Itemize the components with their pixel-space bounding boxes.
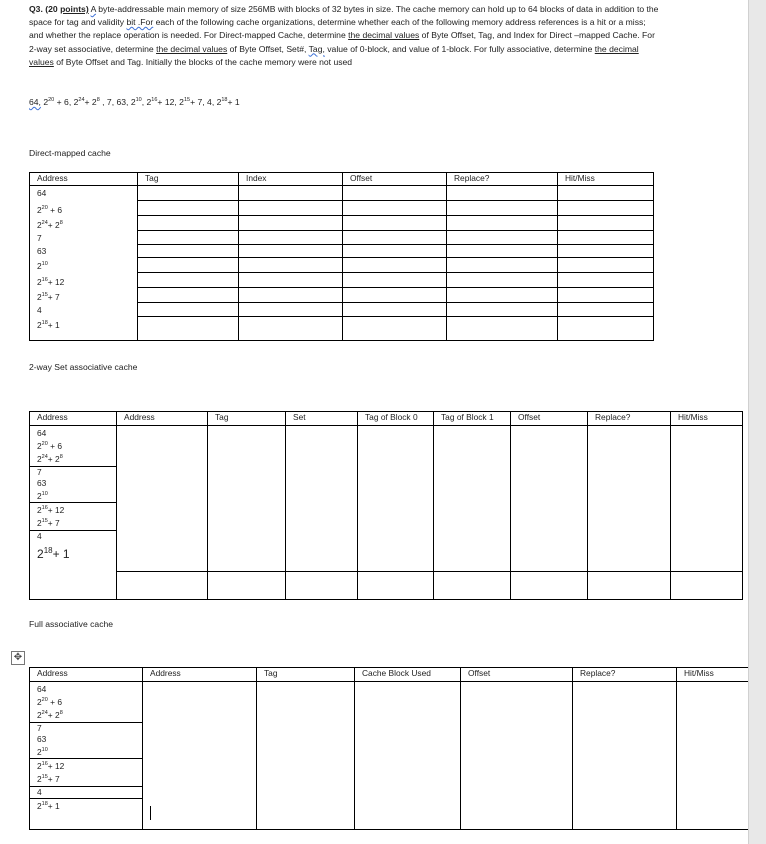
table-cell[interactable] <box>138 316 239 340</box>
table-cell[interactable] <box>343 303 447 316</box>
question-tag: Tag, <box>308 43 325 54</box>
seq-exp: 16 <box>151 97 158 103</box>
table-row <box>30 316 654 340</box>
addr-base: 2 <box>37 761 42 772</box>
seq-exp: 20 <box>48 97 55 103</box>
addr-tail: + 12 <box>47 505 65 516</box>
table-cell[interactable] <box>138 186 239 201</box>
table-header-row <box>30 412 743 426</box>
table-row <box>30 244 654 257</box>
address-item <box>37 772 142 785</box>
col-header: Cache Block Used <box>355 668 461 682</box>
addr-exp: 8 <box>59 710 63 717</box>
table-row <box>30 216 654 231</box>
address-cell: 7 <box>30 231 138 244</box>
col-header: Tag <box>257 668 355 682</box>
addr-exp: 18 <box>41 800 48 807</box>
addr-tail: + 6 <box>47 204 62 215</box>
table-row <box>30 426 743 572</box>
table-cell[interactable] <box>511 426 588 572</box>
table-cell[interactable] <box>447 288 558 303</box>
address-item: 63 <box>37 733 47 744</box>
question-text-2: each of the following cache organizations, determine whether each of the following memory address references is a hit or a miss; and whether the replace operation is needed. For Direct-mapped Cache, determine <box>29 17 646 41</box>
seq-part: + 1 <box>227 97 240 107</box>
sequence-first: 64, <box>29 97 41 107</box>
question-bit: bit .For <box>126 17 154 28</box>
addr-base: 2 <box>37 800 42 811</box>
table-cell[interactable] <box>239 257 343 272</box>
question-decimal-values-1: the decimal values <box>348 30 420 41</box>
addr-base: 2 <box>37 261 42 272</box>
addr-tail: + 2 <box>47 710 60 721</box>
table-row <box>30 682 749 830</box>
table-cell[interactable] <box>343 244 447 257</box>
table-cell[interactable] <box>511 572 588 600</box>
table-cell[interactable] <box>343 273 447 288</box>
table-cell[interactable] <box>588 426 671 572</box>
address-cell <box>30 201 138 216</box>
seq-part: 2 <box>40 97 49 107</box>
table-cell[interactable] <box>358 426 434 572</box>
addr-exp: 24 <box>41 219 48 226</box>
addr-exp: 8 <box>59 454 63 461</box>
table-cell[interactable] <box>343 231 447 244</box>
addr-base: 2 <box>37 454 42 465</box>
table-row <box>30 303 654 316</box>
seq-exp: 8 <box>96 97 100 103</box>
addr-exp: 15 <box>41 774 48 781</box>
table-cell[interactable] <box>558 231 654 244</box>
addr-base: 2 <box>37 747 42 758</box>
table-cell[interactable] <box>558 303 654 316</box>
table-row <box>30 186 654 201</box>
table-cell[interactable] <box>447 273 558 288</box>
seq-part: + 6, 2 <box>54 97 79 107</box>
table-move-handle-icon[interactable]: ✥ <box>11 651 25 665</box>
addr-tail: + 1 <box>47 320 60 331</box>
table-row <box>30 201 654 216</box>
col-header: Hit/Miss <box>677 668 749 682</box>
addr-exp: 16 <box>41 505 48 512</box>
addr-tail: + 2 <box>47 219 60 230</box>
seq-exp: 18 <box>221 97 228 103</box>
table-cell[interactable] <box>30 572 117 600</box>
set-associative-table <box>29 411 743 600</box>
addr-base: 2 <box>37 291 42 302</box>
table-cell[interactable] <box>239 231 343 244</box>
seq-exp: 15 <box>183 97 191 103</box>
table-cell[interactable] <box>447 201 558 216</box>
address-item: 7 <box>30 722 142 734</box>
col-header: Address <box>30 668 143 682</box>
vertical-scrollbar[interactable] <box>748 0 766 844</box>
addr-tail: + 7 <box>47 774 60 785</box>
table-cell[interactable] <box>286 572 358 600</box>
addr-tail: + 1 <box>52 546 70 561</box>
table-cell[interactable] <box>671 572 743 600</box>
address-item <box>37 452 116 465</box>
addr-exp: 10 <box>41 747 48 754</box>
table-cell[interactable] <box>138 288 239 303</box>
address-cell: 64 <box>30 186 138 201</box>
address-item: 63 <box>37 477 47 488</box>
table-cell[interactable] <box>239 303 343 316</box>
table-cell[interactable] <box>461 682 573 830</box>
seq-part: + 7, 4, 2 <box>190 97 222 107</box>
col-header: Tag of Block 1 <box>434 412 511 426</box>
addr-base: 2 <box>37 546 44 561</box>
seq-part: + 2 <box>84 97 97 107</box>
table-cell[interactable] <box>117 572 208 600</box>
col-header: Offset <box>461 668 573 682</box>
table-cell[interactable] <box>434 572 511 600</box>
table-cell[interactable] <box>447 257 558 272</box>
table-cell[interactable] <box>343 186 447 201</box>
address-item <box>37 439 116 452</box>
address-item <box>30 798 142 812</box>
table-cell[interactable] <box>343 216 447 231</box>
table-cell[interactable] <box>447 186 558 201</box>
table-header-row <box>30 173 654 186</box>
addr-tail: + 2 <box>47 454 60 465</box>
address-item: 4 <box>30 530 116 542</box>
address-list-cell <box>30 682 143 830</box>
addr-exp: 16 <box>41 276 48 283</box>
full-caption: Full associative cache <box>29 619 114 629</box>
table-cell[interactable] <box>239 273 343 288</box>
table-cell[interactable] <box>343 201 447 216</box>
address-item <box>37 708 142 721</box>
col-header: Set <box>286 412 358 426</box>
seq-part: , 7, 63, 2 <box>99 97 136 107</box>
question-article: A <box>90 4 96 14</box>
addr-exp: 15 <box>41 291 48 298</box>
address-sequence <box>29 97 240 107</box>
col-header: Address <box>117 412 208 426</box>
col-header: Replace? <box>573 668 677 682</box>
table-cell[interactable] <box>358 572 434 600</box>
table-cell[interactable] <box>677 682 749 830</box>
address-item <box>30 758 142 772</box>
address-cell <box>30 316 138 340</box>
addr-tail: + 7 <box>47 518 60 529</box>
seq-part: , 2 <box>141 97 152 107</box>
addr-exp: 18 <box>41 320 48 327</box>
table-cell[interactable] <box>143 682 257 830</box>
col-header: Address <box>30 173 138 186</box>
table-header-row <box>30 668 749 682</box>
addr-base: 2 <box>37 276 42 287</box>
table-cell[interactable] <box>447 244 558 257</box>
table-cell[interactable] <box>208 572 286 600</box>
address-item <box>37 695 142 708</box>
addr-exp: 20 <box>41 697 48 704</box>
col-header: Tag of Block 0 <box>358 412 434 426</box>
table-cell[interactable] <box>117 426 208 572</box>
col-header: Address <box>30 412 117 426</box>
col-header: Offset <box>343 173 447 186</box>
addr-exp: 24 <box>41 710 48 717</box>
address-list-cell <box>30 426 117 572</box>
address-item: 64 <box>37 684 47 694</box>
table-cell[interactable] <box>138 201 239 216</box>
table-cell[interactable] <box>257 682 355 830</box>
addr-base: 2 <box>37 441 42 452</box>
table-cell[interactable] <box>208 426 286 572</box>
table-cell[interactable] <box>239 288 343 303</box>
addr-tail: + 12 <box>47 276 65 287</box>
address-item <box>30 502 116 516</box>
table-cell[interactable] <box>138 303 239 316</box>
table-cell[interactable] <box>447 316 558 340</box>
address-cell <box>30 216 138 231</box>
full-associative-table <box>29 667 749 830</box>
address-item: 4 <box>30 786 142 798</box>
addr-exp: 18 <box>43 545 53 555</box>
question-points: points) <box>60 4 89 14</box>
col-header: Hit/Miss <box>558 173 654 186</box>
col-header: Offset <box>511 412 588 426</box>
table-row <box>30 572 743 600</box>
table-cell[interactable] <box>138 231 239 244</box>
question-text-1: byte-addressable main memory of size 256MB with blocks of 32 bytes in size. The cache memory can hold up to 64 blocks of data in addition to the space for tag and validity <box>29 4 659 28</box>
address-item <box>37 545 116 560</box>
col-header: Tag <box>208 412 286 426</box>
table-cell[interactable] <box>138 273 239 288</box>
col-header: Tag <box>138 173 239 186</box>
table-row <box>30 288 654 303</box>
table-cell[interactable] <box>434 426 511 572</box>
table-cell[interactable] <box>239 201 343 216</box>
table-cell[interactable] <box>447 231 558 244</box>
question-decimal-values-3: the decimal values <box>29 43 639 67</box>
addr-base: 2 <box>37 518 42 529</box>
col-header: Index <box>239 173 343 186</box>
table-cell[interactable] <box>447 216 558 231</box>
addr-exp: 8 <box>59 219 63 226</box>
table-cell[interactable] <box>239 316 343 340</box>
addr-exp: 20 <box>41 441 48 448</box>
address-item <box>37 516 116 529</box>
seq-exp: 24 <box>78 97 85 103</box>
address-item <box>37 489 116 502</box>
addr-base: 2 <box>37 774 42 785</box>
table-cell[interactable] <box>138 244 239 257</box>
question-paragraph <box>29 3 659 69</box>
table-cell[interactable] <box>558 273 654 288</box>
table-cell[interactable] <box>588 572 671 600</box>
address-cell <box>30 273 138 288</box>
table-cell[interactable] <box>138 257 239 272</box>
addr-base: 2 <box>37 491 42 502</box>
table-cell[interactable] <box>343 257 447 272</box>
addr-exp: 10 <box>41 491 48 498</box>
table-cell[interactable] <box>138 216 239 231</box>
table-cell[interactable] <box>558 186 654 201</box>
addr-exp: 16 <box>41 761 48 768</box>
table-cell[interactable] <box>573 682 677 830</box>
table-cell[interactable] <box>558 316 654 340</box>
table-cell[interactable] <box>558 257 654 272</box>
question-text-6: of Byte Offset and Tag. Initially the blocks of the cache memory were not used <box>53 56 353 67</box>
question-decimal-values-2: the decimal values <box>156 43 228 54</box>
addr-tail: + 12 <box>47 761 65 772</box>
addr-tail: + 7 <box>47 291 60 302</box>
address-item <box>37 745 142 758</box>
table-cell[interactable] <box>447 303 558 316</box>
table-cell[interactable] <box>343 316 447 340</box>
address-item: 64 <box>37 428 47 438</box>
address-cell <box>30 257 138 272</box>
addr-exp: 10 <box>41 261 48 268</box>
question-text-3: of Byte Offset, Tag, and Index for Direct –mapped Cache. For 2-way set associative, determine <box>29 30 655 54</box>
addr-base: 2 <box>37 697 42 708</box>
address-cell: 63 <box>30 244 138 257</box>
table-cell[interactable] <box>239 186 343 201</box>
col-header: Address <box>143 668 257 682</box>
address-item: 7 <box>30 466 116 478</box>
col-header: Replace? <box>588 412 671 426</box>
addr-base: 2 <box>37 219 42 230</box>
addr-exp: 15 <box>41 518 48 525</box>
question-text-4: of Byte Offset, Set#, <box>227 43 309 54</box>
addr-base: 2 <box>37 320 42 331</box>
table-cell[interactable] <box>558 201 654 216</box>
addr-exp: 20 <box>41 204 48 211</box>
addr-tail: + 1 <box>47 800 60 811</box>
seq-exp: 10 <box>135 97 142 103</box>
table-cell[interactable] <box>355 682 461 830</box>
table-row <box>30 273 654 288</box>
table-cell[interactable] <box>343 288 447 303</box>
question-label: Q3. (20 <box>29 4 61 14</box>
address-cell: 4 <box>30 303 138 316</box>
col-header: Replace? <box>447 173 558 186</box>
address-cell <box>30 288 138 303</box>
addr-tail: + 6 <box>47 441 62 452</box>
col-header: Hit/Miss <box>671 412 743 426</box>
question-text-5: value of 0-block, and value of 1-block. For fully associative, determine <box>324 43 595 54</box>
table-cell[interactable] <box>558 244 654 257</box>
addr-base: 2 <box>37 505 42 516</box>
table-cell[interactable] <box>558 216 654 231</box>
table-cell[interactable] <box>558 288 654 303</box>
seq-part: + 12, 2 <box>157 97 184 107</box>
table-cell[interactable] <box>286 426 358 572</box>
addr-base: 2 <box>37 710 42 721</box>
table-cell[interactable] <box>239 216 343 231</box>
addr-tail: + 6 <box>47 697 62 708</box>
direct-mapped-table <box>29 172 654 341</box>
table-cell[interactable] <box>671 426 743 572</box>
direct-caption: Direct-mapped cache <box>29 148 111 158</box>
addr-base: 2 <box>37 204 42 215</box>
setassoc-caption: 2-way Set associative cache <box>29 362 138 372</box>
table-cell[interactable] <box>239 244 343 257</box>
table-row <box>30 231 654 244</box>
text-cursor <box>150 806 151 820</box>
table-row <box>30 257 654 272</box>
addr-exp: 24 <box>41 454 48 461</box>
